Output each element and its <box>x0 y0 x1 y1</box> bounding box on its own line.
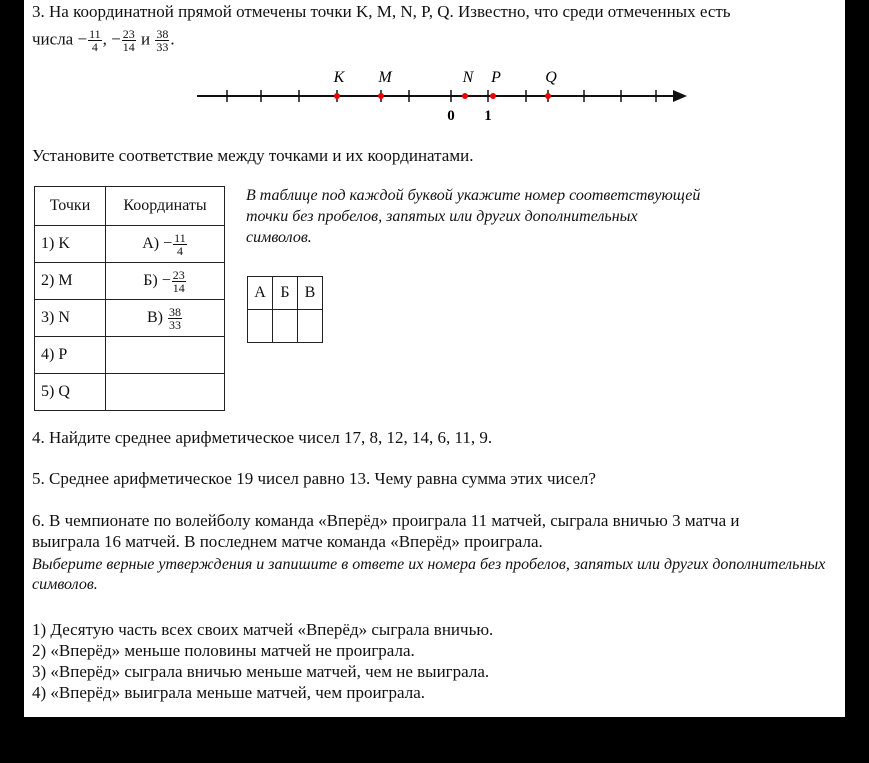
point-Q-label: Q <box>545 69 557 86</box>
task3-numbers-prefix: числа <box>32 29 74 49</box>
point-P-marker <box>490 93 496 99</box>
one-label: 1 <box>484 108 492 124</box>
coord-empty-5 <box>106 374 225 411</box>
point-M-marker <box>378 93 384 99</box>
coord-A: А) − $\frac{11}{4}$ <box>106 226 225 263</box>
answer-cell-V[interactable] <box>298 310 323 343</box>
point-row-5: 5) Q <box>35 374 106 411</box>
worksheet-page <box>24 0 845 717</box>
header-coordinates: Координаты <box>106 187 225 226</box>
point-row-4: 4) P <box>35 337 106 374</box>
task6-option-1: 1) Десятую часть всех своих матчей «Вперёд» сыграла вничью. <box>32 620 494 639</box>
point-Q-marker <box>545 93 551 99</box>
number-line-arrow <box>673 90 687 102</box>
task6-option-2: 2) «Вперёд» меньше половины матчей не проиграла. <box>32 641 415 660</box>
matching-table <box>34 186 225 411</box>
fraction-11-4: $\frac{11}{4}$ <box>89 27 101 54</box>
task3-statement-line1: 3. На координатной прямой отмечены точки K, M, N, P, Q. Известно, что среди отмеченных есть <box>32 2 731 21</box>
zero-label: 0 <box>447 108 455 124</box>
number-line <box>189 64 689 126</box>
coord-V: В) $\frac{38}{33}$ <box>106 300 225 337</box>
task4-text: 4. Найдите среднее арифметическое чисел 17, 8, 12, 14, 6, 11, 9. <box>32 428 493 447</box>
coord-B: Б) − $\frac{23}{14}$ <box>106 263 225 300</box>
fraction-23-14: $\frac{23}{14}$ <box>122 27 135 54</box>
header-points: Точки <box>35 187 106 226</box>
and-word: и <box>140 29 151 49</box>
point-P-label: P <box>491 69 501 86</box>
task6-option-3: 3) «Вперёд» сыграла вничью меньше матчей, чем не выиграла. <box>32 662 490 681</box>
task3-statement-line2: числа − $\frac{11}{4}$ , − $\frac{23}{14}$ и $\frac{38}{33}$ . <box>32 27 175 54</box>
task3-instruction: Установите соответствие между точками и их координатами. <box>32 146 474 165</box>
point-N-marker <box>462 93 468 99</box>
task5-text: 5. Среднее арифметическое 19 чисел равно 13. Чему равна сумма этих чисел? <box>32 469 596 488</box>
point-row-2: 2) M <box>35 263 106 300</box>
task3-answer-note: В таблице под каждой буквой укажите номер соответствующей точки без пробелов, запятых или других дополнительных символов. <box>246 187 701 246</box>
point-N-label: N <box>462 69 474 86</box>
task6-option-4: 4) «Вперёд» выиграла меньше матчей, чем проиграла. <box>32 683 425 702</box>
answer-cell-A[interactable] <box>248 310 273 343</box>
answer-cell-B[interactable] <box>273 310 298 343</box>
fraction-38-33: $\frac{38}{33}$ <box>156 27 169 54</box>
point-K-label: K <box>333 69 345 86</box>
point-M-label: M <box>378 69 392 86</box>
coord-empty-4 <box>106 337 225 374</box>
point-row-3: 3) N <box>35 300 106 337</box>
answer-header-V: В <box>298 277 323 310</box>
point-row-1: 1) K <box>35 226 106 263</box>
task6-line1: 6. В чемпионате по волейболу команда «Вперёд» проиграла 11 матчей, сыграла вничью 3 матча и <box>32 511 740 530</box>
answer-header-A: А <box>248 277 273 310</box>
answer-header-B: Б <box>273 277 298 310</box>
task6-instruction: Выберите верные утверждения и запишите в ответе их номера без пробелов, запятых или других дополнительных символов. <box>32 556 826 593</box>
task6-line2: выиграла 16 матчей. В последнем матче команда «Вперёд» проиграла. <box>32 532 543 551</box>
answer-table <box>247 276 323 343</box>
point-K-marker <box>334 93 340 99</box>
